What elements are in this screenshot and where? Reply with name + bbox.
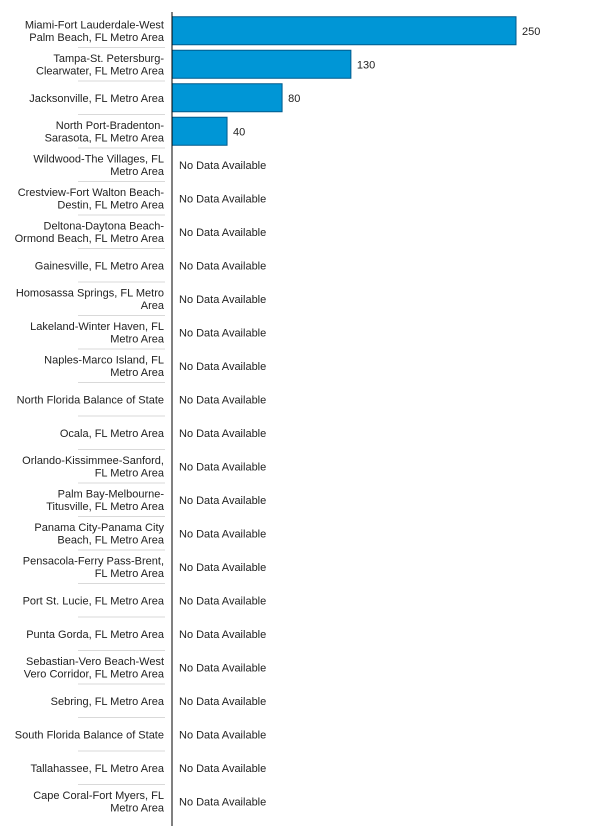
category-label-line: Miami-Fort Lauderdale-West — [24, 19, 164, 32]
no-data-label: No Data Available — [179, 394, 267, 407]
category-label — [45, 120, 165, 145]
no-data-label: No Data Available — [179, 226, 267, 239]
no-data-label: No Data Available — [179, 528, 267, 541]
category-label — [36, 53, 165, 78]
no-data-label: No Data Available — [179, 695, 267, 708]
category-label-line: Gainesville, FL Metro Area — [34, 260, 164, 273]
bar-row — [23, 556, 266, 584]
category-label-line: Ocala, FL Metro Area — [59, 427, 164, 440]
bar-row — [45, 117, 246, 148]
no-data-label: No Data Available — [179, 193, 267, 206]
category-label-line: Pensacola-Ferry Pass-Brent, — [22, 555, 164, 568]
category-label-line: Ormond Beach, FL Metro Area — [14, 233, 164, 245]
category-label-line: Vero Corridor, FL Metro Area — [23, 668, 164, 681]
no-data-label: No Data Available — [179, 628, 267, 641]
category-label-line: North Port-Bradenton- — [55, 120, 164, 132]
category-label-line: North Florida Balance of State — [16, 394, 164, 407]
category-label-line: FL Metro Area — [94, 467, 164, 480]
category-label-line: Homosassa Springs, FL Metro — [15, 287, 164, 300]
no-data-label: No Data Available — [179, 360, 267, 373]
category-label-line: Palm Bay-Melbourne- — [57, 488, 164, 501]
bar-row — [60, 428, 266, 450]
category-label-line: Jacksonville, FL Metro Area — [29, 92, 164, 105]
bar-row — [16, 288, 266, 316]
category-label-line: Tampa-St. Petersburg- — [53, 53, 164, 65]
no-data-label: No Data Available — [179, 796, 267, 809]
bar-row — [25, 17, 541, 48]
category-label-line: Punta Gorda, FL Metro Area — [26, 628, 164, 641]
category-label-line: Area — [140, 300, 164, 312]
category-label-line: Orlando-Kissimmee-Sanford, — [22, 455, 164, 467]
category-label — [33, 790, 165, 815]
category-label-line: Sebring, FL Metro Area — [50, 695, 164, 708]
category-label — [44, 355, 165, 380]
bar-row — [34, 522, 266, 550]
category-label-line: Metro Area — [110, 333, 164, 346]
category-label-line: Titusville, FL Metro Area — [46, 501, 164, 513]
category-label — [51, 696, 165, 708]
bar-row — [33, 154, 266, 182]
category-label-line: Lakeland-Winter Haven, FL — [30, 321, 164, 333]
category-label — [33, 154, 165, 179]
bar-row — [18, 187, 267, 215]
bar-row — [35, 260, 266, 282]
category-label-line: Crestview-Fort Walton Beach- — [17, 187, 164, 199]
category-label-line: Sebastian-Vero Beach-West — [26, 656, 164, 668]
category-label — [16, 288, 165, 313]
bar — [172, 50, 351, 78]
category-label-line: Panama City-Panama City — [34, 522, 164, 534]
no-data-label: No Data Available — [179, 595, 267, 608]
no-data-label: No Data Available — [179, 159, 267, 172]
category-label-line: Cape Coral-Fort Myers, FL — [33, 790, 164, 802]
category-label — [34, 522, 164, 547]
bar-row — [15, 729, 266, 751]
category-label-line: Sarasota, FL Metro Area — [44, 132, 164, 145]
bar-row — [22, 455, 266, 483]
category-label-line: Metro Area — [110, 802, 164, 815]
bar-row — [33, 790, 266, 815]
category-label — [25, 20, 165, 45]
category-label-line: South Florida Balance of State — [14, 729, 164, 742]
category-label-line: FL Metro Area — [94, 568, 164, 580]
bar-row — [36, 50, 375, 81]
bar — [172, 117, 227, 145]
category-label — [23, 556, 165, 581]
category-label — [15, 221, 165, 246]
category-label — [30, 321, 165, 346]
category-label — [23, 595, 165, 607]
bar-row — [44, 355, 266, 383]
category-label-line: Port St. Lucie, FL Metro Area — [22, 595, 164, 608]
bar-row — [46, 489, 266, 517]
category-label-line: Wildwood-The Villages, FL — [33, 153, 164, 166]
value-label: 80 — [288, 92, 301, 105]
category-label-line: Tallahassee, FL Metro Area — [30, 762, 164, 775]
category-label-line: Deltona-Daytona Beach- — [43, 220, 164, 233]
no-data-label: No Data Available — [179, 494, 267, 507]
bar-row — [23, 595, 267, 617]
value-label: 250 — [522, 25, 541, 38]
chart-rows — [15, 17, 541, 815]
category-label — [18, 187, 165, 212]
bar-row — [24, 656, 266, 684]
bar-row — [26, 629, 266, 651]
category-label — [26, 629, 165, 641]
category-label — [17, 394, 164, 406]
category-label — [46, 489, 165, 514]
bar-row — [31, 763, 267, 785]
category-label — [15, 729, 164, 741]
category-label-line: Destin, FL Metro Area — [57, 199, 164, 212]
bar-row — [17, 394, 267, 416]
bar-row — [15, 221, 267, 249]
no-data-label: No Data Available — [179, 461, 267, 474]
no-data-label: No Data Available — [179, 561, 267, 574]
category-label — [31, 763, 165, 775]
bar-row — [29, 84, 300, 115]
category-label — [22, 455, 165, 480]
category-label — [24, 656, 165, 681]
no-data-label: No Data Available — [179, 293, 267, 306]
no-data-label: No Data Available — [179, 762, 267, 775]
category-label — [29, 93, 165, 105]
category-label — [60, 428, 165, 440]
category-label-line: Naples-Marco Island, FL — [44, 354, 164, 367]
no-data-label: No Data Available — [179, 729, 267, 742]
bar — [172, 84, 282, 112]
category-label-line: Palm Beach, FL Metro Area — [29, 32, 164, 44]
bar — [172, 17, 516, 45]
no-data-label: No Data Available — [179, 260, 267, 273]
no-data-label: No Data Available — [179, 662, 267, 675]
bar-row — [51, 696, 267, 718]
value-label: 130 — [356, 59, 376, 72]
category-label-line: Metro Area — [110, 166, 164, 178]
bar-row — [30, 321, 266, 349]
category-label-line: Beach, FL Metro Area — [57, 534, 164, 547]
category-label-line: Metro Area — [110, 367, 164, 379]
no-data-label: No Data Available — [179, 427, 267, 440]
category-label — [35, 260, 165, 272]
no-data-label: No Data Available — [179, 327, 267, 340]
value-label: 40 — [233, 126, 246, 139]
category-label-line: Clearwater, FL Metro Area — [36, 65, 164, 78]
